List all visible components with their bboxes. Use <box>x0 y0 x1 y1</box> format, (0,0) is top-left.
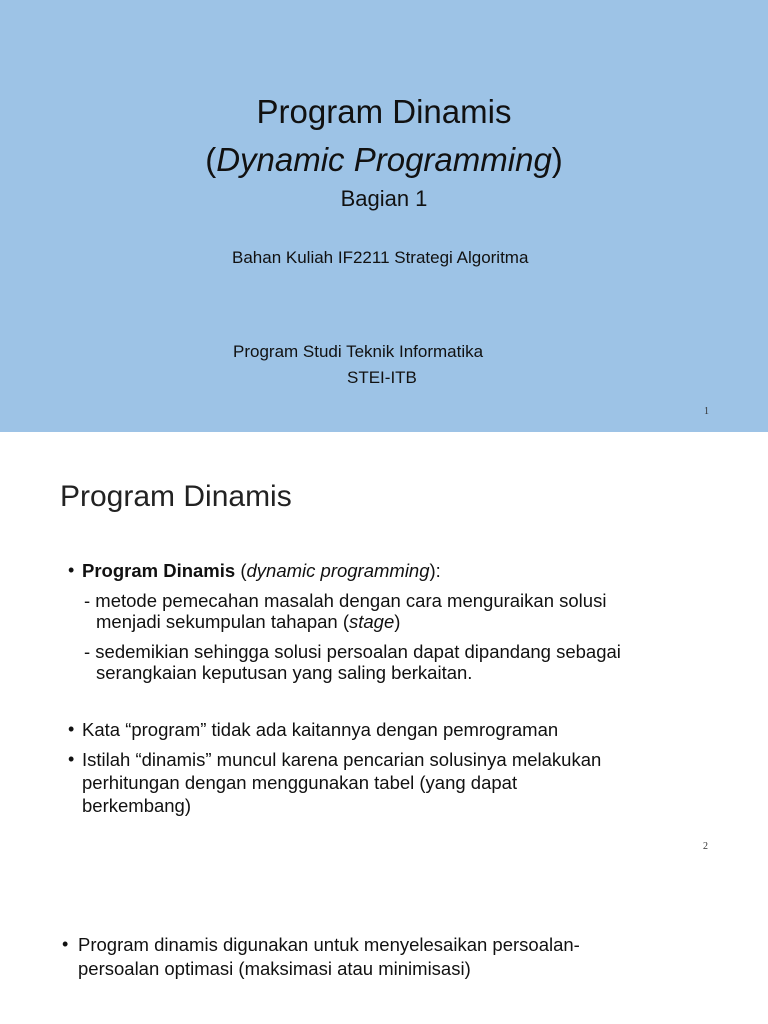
title-italic: Dynamic Programming <box>216 141 552 178</box>
slide-title-line2 <box>0 140 768 180</box>
bullet-kata-program: Kata “program” tidak ada kaitannya dengan pemrograman <box>82 719 559 740</box>
sub1-post: ) <box>394 611 401 632</box>
page-number: 2 <box>703 841 708 852</box>
definition-close: ): <box>429 560 441 581</box>
sub1-italic: stage <box>349 611 395 632</box>
page-number: 1 <box>704 406 709 417</box>
bullet-dot: • <box>68 560 75 580</box>
bullet-dot: • <box>62 934 69 954</box>
course-text: Bahan Kuliah IF2211 Strategi Algoritma <box>232 248 529 267</box>
sub1-pre: menjadi sekumpulan tahapan ( <box>96 611 349 632</box>
bullet-definition <box>82 559 441 582</box>
sub2-line1: - sedemikian sehingga solusi persoalan dapat dipandang sebagai <box>84 641 621 662</box>
definition-italic: dynamic programming <box>246 560 430 581</box>
slide-subtitle: Bagian 1 <box>340 186 428 211</box>
bullet-dot: • <box>68 719 75 739</box>
partial-slide <box>0 864 768 1024</box>
title-paren-close: ) <box>551 141 563 178</box>
slide3-bullet-line2: persoalan optimasi (maksimasi atau minimisasi) <box>78 958 471 979</box>
title-paren-open: ( <box>205 141 217 178</box>
dept-text: Program Studi Teknik Informatika <box>233 342 484 361</box>
title-slide <box>0 0 768 432</box>
slide-title-line1: Program Dinamis <box>256 93 512 130</box>
definition-bold: Program Dinamis <box>82 560 236 581</box>
bullet3-line1: Istilah “dinamis” muncul karena pencarian solusinya melakukan <box>82 749 602 770</box>
definition-open: ( <box>235 560 247 581</box>
bullet3-line2: perhitungan dengan menggunakan tabel (yang dapat <box>82 772 518 793</box>
sub2-line2: serangkaian keputusan yang saling berkaitan. <box>96 662 473 683</box>
bullet3-line3: berkembang) <box>82 795 192 816</box>
bullet-dot: • <box>68 749 75 769</box>
slide-heading: Program Dinamis <box>60 480 292 513</box>
slide3-bullet-line1: Program dinamis digunakan untuk menyelesaikan persoalan- <box>78 934 580 955</box>
school-text: STEI-ITB <box>347 368 417 387</box>
content-slide <box>0 432 768 864</box>
sub1-line2 <box>96 610 400 633</box>
sub1-line1: - metode pemecahan masalah dengan cara menguraikan solusi <box>84 590 607 611</box>
